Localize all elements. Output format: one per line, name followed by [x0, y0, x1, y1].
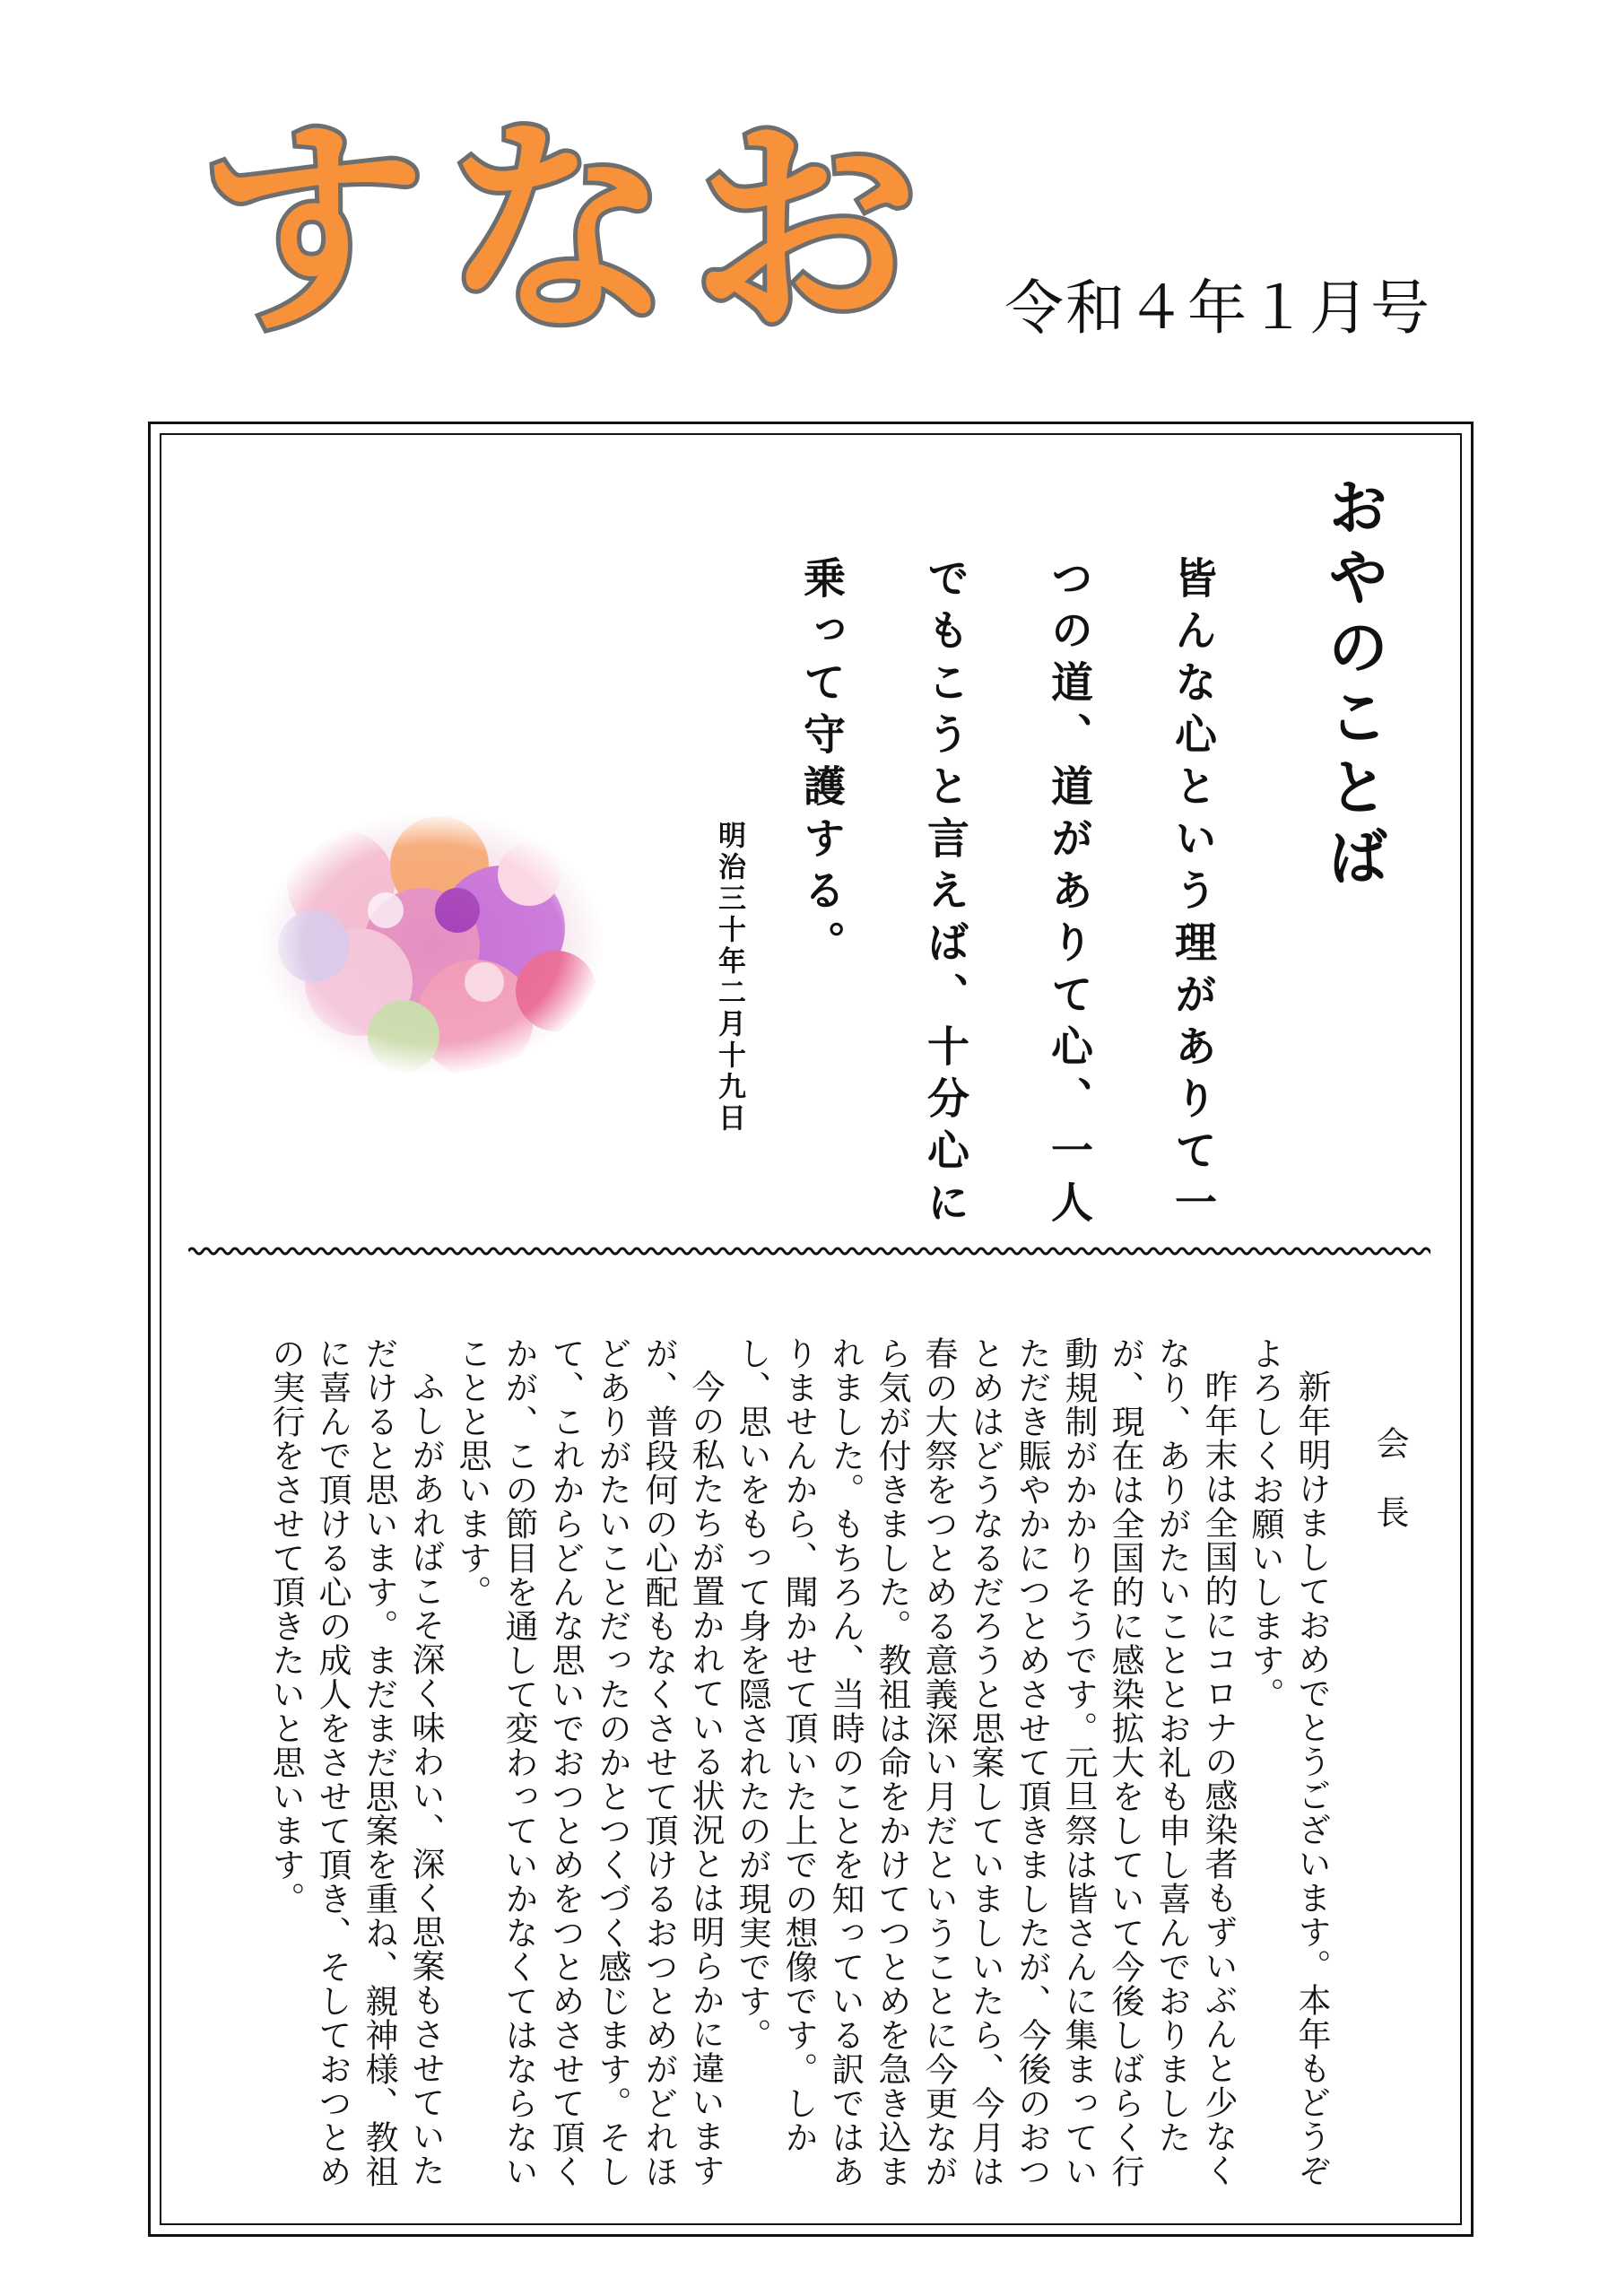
- verse-date: 明治三十年二月十九日: [713, 821, 745, 1135]
- article-paragraph: ふしがあればこそ深く味わい、深く思案もさせていただけると思います。まだまだ思案を重ね、親神様、教祖に喜んで頂ける心の成人をさせて頂き、そしておつとめの実行をさせて頂きたいと思います。: [266, 1336, 445, 2188]
- flower-bouquet-image: [260, 812, 605, 1076]
- verse-line: 皆んな心という理がありて一: [1168, 556, 1217, 1232]
- issue-label: 令和４年１月号: [1004, 274, 1431, 343]
- article-body: [262, 1336, 1334, 2197]
- masthead-title-text: すなお: [197, 108, 938, 359]
- wavy-divider: [188, 1240, 1430, 1262]
- article-paragraph: 新年明けましておめでとうございます。本年もどうぞよろしくお願いします。: [1246, 1336, 1331, 2187]
- verse-line: 乗って守護する。: [796, 556, 846, 972]
- article-paragraph: 今の私たちが置かれている状況とは明らかに違いますが、普段何の心配もなくさせて頂けるおつとめがどれほどありがたいことだったのかとつくづく感じます。そして、これからどんな思いでおつとめをつとめさせて頂くかが、この節目を通して変わっていかなくてはならないことと思います。: [453, 1336, 725, 2188]
- verse-line: でもこうと言えば、十分心に: [920, 556, 969, 1232]
- article-author: 会長: [1370, 1426, 1409, 1564]
- article-paragraph: 昨年末は全国的にコロナの感染者もずいぶんと少なくなり、ありがたいこととお礼も申し喜んでおりましたが、現在は全国的に感染拡大をしていて今後しばらく行動規制がかかりそうです。元旦祭は皆さんに集まっていただき賑やかにつとめさせて頂きましたが、今後のおつとめはどうなるだろうと思案していましいたら、今月は春の大祭をつとめる意義深い月だということに今更ながら気が付きました。教祖は命をかけてつとめを急き込まれました。もちろん、当時のことを知っている訳ではありませんから、聞かせて頂いた上での想像です。しかし、思いをもって身を隠されたのが現実です。: [733, 1336, 1238, 2188]
- masthead-title: [188, 108, 995, 359]
- oyanokotoba-heading: おやのことば: [1317, 475, 1389, 895]
- oyanokotoba-verse: [759, 556, 1254, 1238]
- verse-line: つの道、道がありて心、一人: [1044, 556, 1093, 1232]
